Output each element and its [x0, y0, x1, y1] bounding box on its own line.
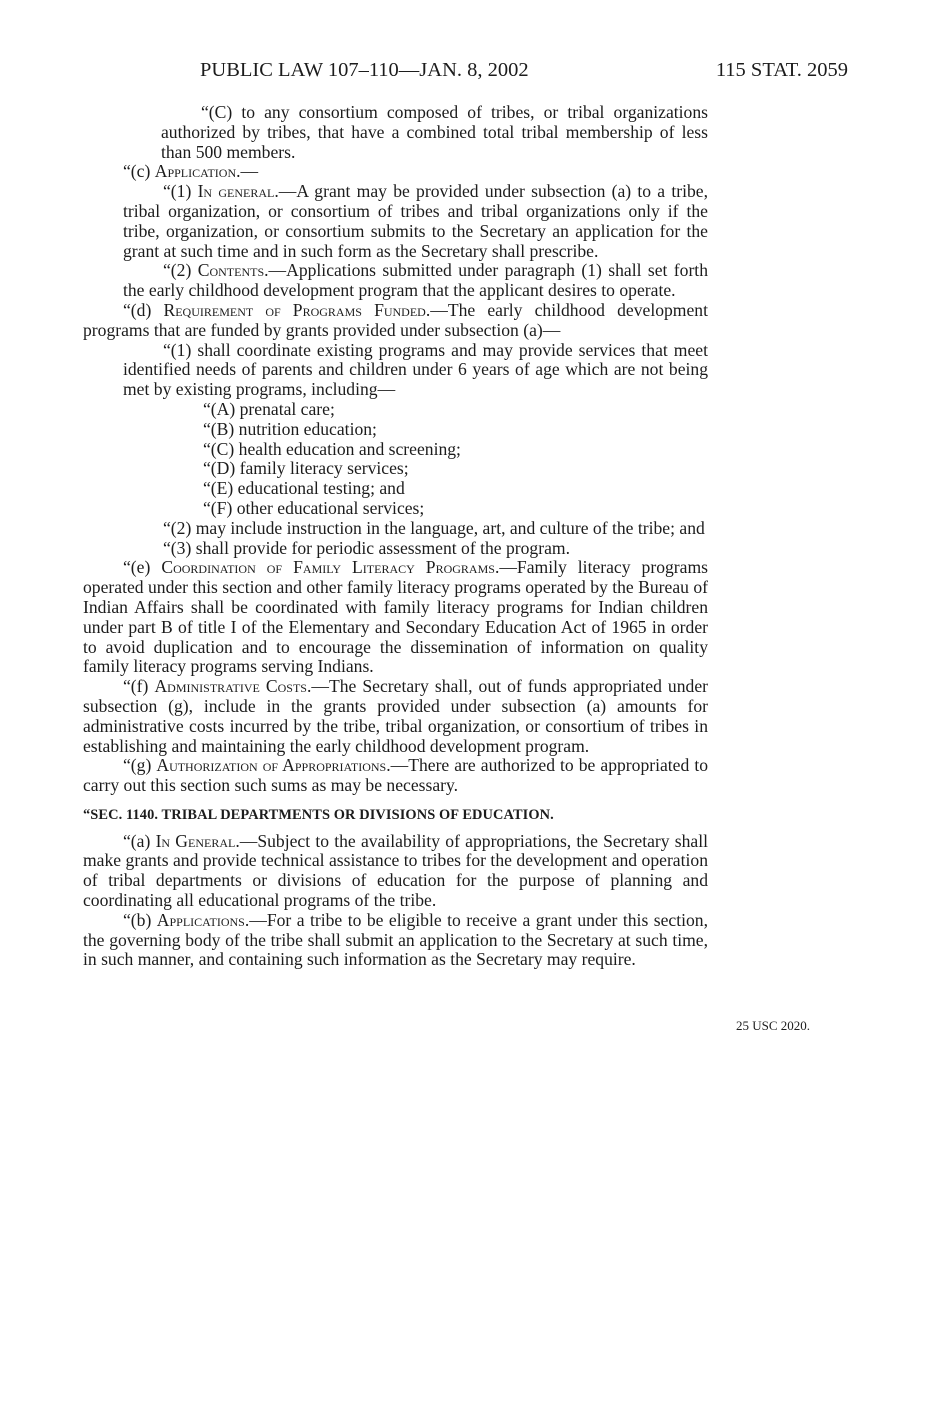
heading-requirement-of-programs: Requirement of Programs Funded	[163, 299, 426, 320]
subsection-f: “(f) Administrative Costs.—The Secretary shall, out of funds appropriated under subsection (g), include in the grants provided under subsection (a) amounts for administrative costs incurred by the tribe, tribal organization, or consortium of tribes in establishing and maintaining the early childhood development program.	[83, 676, 708, 756]
list-item: “(B) nutrition education;	[203, 418, 377, 439]
subsection-g: “(g) Authorization of Appropriations.—There are authorized to be appropriated to carry out this section such sums as may be necessary.	[83, 755, 709, 796]
paragraph-c2: “(2) Contents.—Applications submitted under paragraph (1) shall set forth the early childhood development program that the applicant desires to operate.	[123, 260, 708, 301]
header-stat-page: 115 STAT. 2059	[715, 59, 848, 81]
header-public-law: PUBLIC LAW 107–110—JAN. 8, 2002	[200, 59, 529, 81]
heading-coordination: Coordination of Family Literacy Programs	[161, 557, 495, 578]
heading-contents: Contents	[197, 260, 265, 281]
list-item: “(D) family literacy services;	[203, 458, 409, 479]
heading-applications: Applications	[156, 909, 245, 930]
heading-administrative-costs: Administrative Costs	[154, 676, 307, 697]
subsection-b: “(b) Applications.—For a tribe to be eligible to receive a grant under this section, the governing body of the tribe shall submit an application to the Secretary at such time, in such manner, and containing such information as the Secretary may require.	[83, 909, 708, 970]
paragraph-d3: “(3) shall provide for periodic assessment of the program.	[163, 537, 570, 558]
heading-application: Application	[154, 161, 237, 182]
list-item: “(A) prenatal care;	[203, 398, 335, 419]
margin-note-usc: 25 USC 2020.	[736, 1018, 811, 1033]
paragraph-d1: “(1) shall coordinate existing programs and may provide services that meet identified needs of parents and children under 6 years of age which are not being met by existing programs, including—	[123, 339, 708, 400]
subsection-c-heading: “(c) Application.—	[123, 161, 259, 182]
heading-in-general: In General	[155, 830, 236, 851]
paragraph-c1: “(1) In general.—A grant may be provided under subsection (a) to a tribe, tribal organization, or consortium of tribes and tribal organizations only if the tribe, organization, or consortium submits to the Secretary an application for the grant at such time and in such form as the Secretary shall prescribe.	[123, 181, 708, 261]
heading-in-general: In general	[197, 181, 275, 202]
list-item: “(F) other educational services;	[203, 497, 425, 518]
page-header	[200, 57, 848, 83]
subsection-e: “(e) Coordination of Family Literacy Programs.—Family literacy programs operated under this section and other family literacy programs operated by the Bureau of Indian Affairs shall be coordinated with family literacy programs for Indian children under part B of title I of the Elementary and Secondary Education Act of 1965 in order to avoid duplication and to encourage the dissemination of information on quality family literacy programs serving Indians.	[83, 557, 709, 677]
list-item: “(E) educational testing; and	[203, 478, 405, 499]
subsection-a: “(a) In General.—Subject to the availability of appropriations, the Secretary shall make grants and provide technical assistance to tribes for the development and operation of tribal departments or divisions of education for the purpose of planning and coordinating all educational programs of the tribe.	[83, 830, 708, 911]
list-item: “(C) health education and screening;	[203, 438, 461, 459]
clause-c-consortium: “(C) to any consortium composed of tribes, or tribal organizations authorized by tribes, that have a combined total tribal membership of less than 500 members.	[161, 102, 708, 162]
statute-text	[83, 103, 708, 970]
subsection-d: “(d) Requirement of Programs Funded.—The early childhood development programs that are funded by grants provided under subsection (a)—	[83, 299, 708, 340]
heading-authorization: Authorization of Appropriations	[156, 755, 387, 776]
paragraph-d2: “(2) may include instruction in the language, art, and culture of the tribe; and	[163, 517, 705, 538]
section-heading: “SEC. 1140. TRIBAL DEPARTMENTS OR DIVISIONS OF EDUCATION.	[83, 806, 554, 823]
